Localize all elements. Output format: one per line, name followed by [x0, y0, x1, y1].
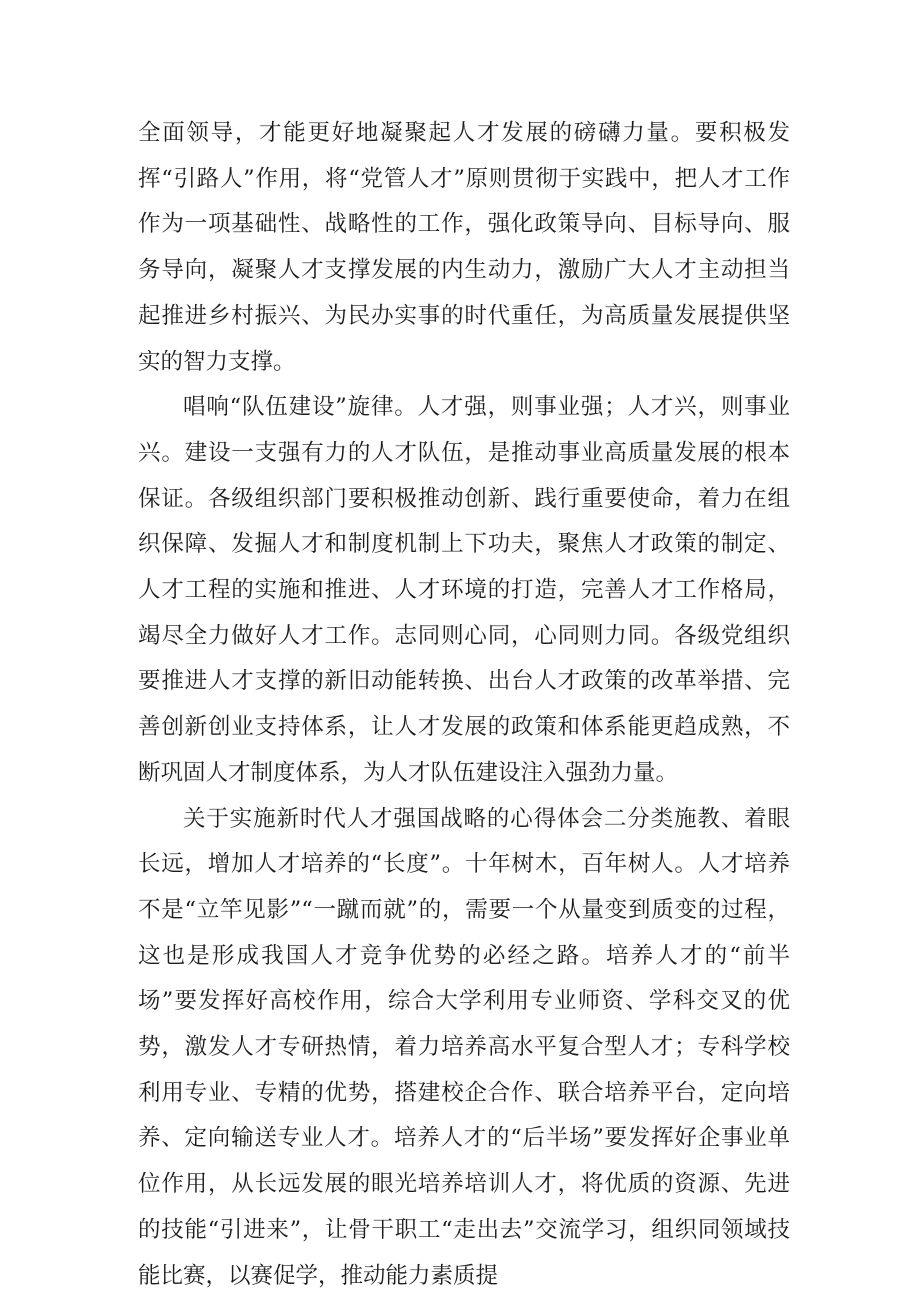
paragraph-3: 关于实施新时代人才强国战略的心得体会二分类施教、着眼长远，增加人才培养的“长度”。十年树木，百年树人。人才培养不是“立竿见影”“一蹴而就”的，需要一个从量变到质变的过程，这也是形成我国人才竞争优势的必经之路。培养人才的“前半场”要发挥好高校作用，综合大学利用专业师资、学科交叉的优势，激发人才专研热情，着力培养高水平复合型人才；专科学校利用专业、专精的优势，搭建校企合作、联合培养平台，定向培养、定向输送专业人才。培养人才的“后半场”要发挥好企事业单位作用，从长远发展的眼光培养培训人才，将优质的资源、先进的技能“引进来”，让骨干职工“走出去”交流学习，组织同领域技能比赛，以赛促学，推动能力素质提: [138, 805, 790, 1289]
paragraph-2: 唱响“队伍建设”旋律。人才强，则事业强；人才兴，则事业兴。建设一支强有力的人才队伍，是推动事业高质量发展的根本保证。各级组织部门要积极推动创新、践行重要使命，着力在组织保障、发掘人才和制度机制上下功夫，聚焦人才政策的制定、人才工程的实施和推进、人才环境的打造，完善人才工作格局，竭尽全力做好人才工作。志同则心同，心同则力同。各级党组织要推进人才支撑的新旧动能转换、出台人才政策的改革举措、完善创新创业支持体系，让人才发展的政策和体系能更趋成熟，不断巩固人才制度体系，为人才队伍建设注入强劲力量。: [138, 394, 790, 786]
paragraph-1: 全面领导，才能更好地凝聚起人才发展的磅礴力量。要积极发挥“引路人”作用，将“党管人才”原则贯彻于实践中，把人才工作作为一项基础性、战略性的工作，强化政策导向、目标导向、服务导向，凝聚人才支撑发展的内生动力，激励广大人才主动担当起推进乡村振兴、为民办实事的时代重任，为高质量发展提供坚实的智力支撑。: [138, 120, 790, 375]
document-body: [138, 111, 790, 1299]
